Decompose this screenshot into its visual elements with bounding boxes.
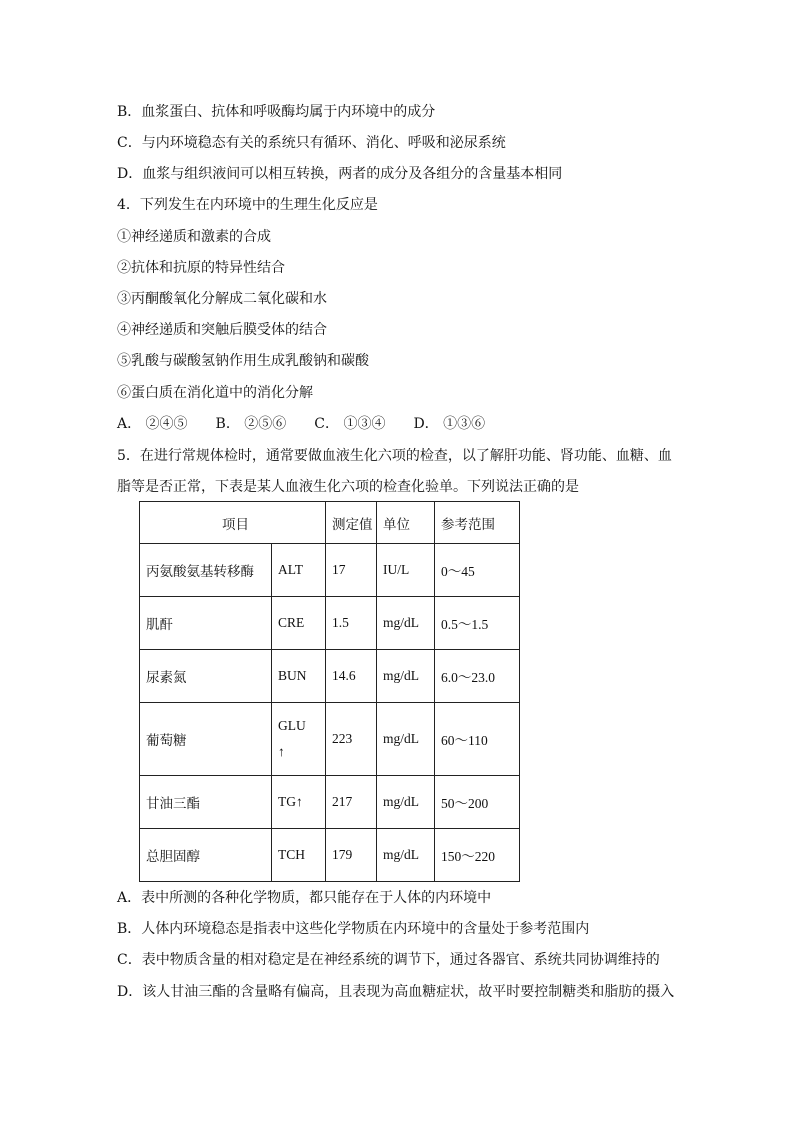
q4-item-3: ③丙酮酸氧化分解成二氧化碳和水 <box>117 291 327 307</box>
row-unit: mg/dL <box>377 776 435 829</box>
q5-option-d: D．该人甘油三酯的含量略有偏高，且表现为高血糖症状，故平时要控制糖类和脂肪的摄入 <box>117 984 675 1000</box>
q5-stem-line1: 5．在进行常规体检时，通常要做血液生化六项的检查，以了解肝功能、肾功能、血糖、血 <box>117 448 672 464</box>
q4-stem: 4．下列发生在内环境中的生理生化反应是 <box>117 197 378 213</box>
row-value: 14.6 <box>326 650 377 703</box>
row-code-line1: GLU <box>278 718 306 733</box>
row-value: 1.5 <box>326 597 377 650</box>
row-name: 总胆固醇 <box>140 829 272 882</box>
row-code-arrow: ↑ <box>278 744 285 759</box>
lab-results-table <box>139 501 520 882</box>
row-range: 150～220 <box>435 829 520 882</box>
table-row <box>140 650 520 703</box>
table-row <box>140 597 520 650</box>
q4-item-4: ④神经递质和突触后膜受体的结合 <box>117 322 327 338</box>
row-value: 217 <box>326 776 377 829</box>
q5-option-b: B．人体内环境稳态是指表中这些化学物质在内环境中的含量处于参考范围内 <box>117 921 590 937</box>
table-row <box>140 829 520 882</box>
row-name: 甘油三酯 <box>140 776 272 829</box>
row-range: 0～45 <box>435 544 520 597</box>
q5-stem-line2: 脂等是否正常，下表是某人血液生化六项的检查化验单。下列说法正确的是 <box>117 479 579 495</box>
header-unit: 单位 <box>377 502 435 544</box>
row-name: 尿素氮 <box>140 650 272 703</box>
q4-item-5: ⑤乳酸与碳酸氢钠作用生成乳酸钠和碳酸 <box>117 353 369 369</box>
row-range: 50～200 <box>435 776 520 829</box>
q4-item-2: ②抗体和抗原的特异性结合 <box>117 260 285 276</box>
q5-option-a: A．表中所测的各种化学物质，都只能存在于人体的内环境中 <box>117 890 492 906</box>
table-row <box>140 703 520 776</box>
row-code: CRE <box>272 597 326 650</box>
row-code: BUN <box>272 650 326 703</box>
row-range: 6.0～23.0 <box>435 650 520 703</box>
row-name: 葡萄糖 <box>140 703 272 776</box>
row-unit: mg/dL <box>377 829 435 882</box>
row-code: ALT <box>272 544 326 597</box>
row-unit: mg/dL <box>377 650 435 703</box>
header-range: 参考范围 <box>435 502 520 544</box>
row-code <box>272 703 326 776</box>
q5-option-c: C．表中物质含量的相对稳定是在神经系统的调节下，通过各器官、系统共同协调维持的 <box>117 952 660 968</box>
q4-item-1: ①神经递质和激素的合成 <box>117 229 271 245</box>
row-unit: mg/dL <box>377 703 435 776</box>
header-item: 项目 <box>140 502 326 544</box>
row-code: TCH <box>272 829 326 882</box>
row-unit: IU/L <box>377 544 435 597</box>
q3-option-b: B．血浆蛋白、抗体和呼吸酶均属于内环境中的成分 <box>117 104 436 120</box>
table-row <box>140 544 520 597</box>
row-code: TG↑ <box>272 776 326 829</box>
table-row <box>140 776 520 829</box>
row-range: 60～110 <box>435 703 520 776</box>
q4-item-6: ⑥蛋白质在消化道中的消化分解 <box>117 385 313 401</box>
row-name: 肌酐 <box>140 597 272 650</box>
row-value: 223 <box>326 703 377 776</box>
row-value: 17 <box>326 544 377 597</box>
row-unit: mg/dL <box>377 597 435 650</box>
row-name: 丙氨酸氨基转移酶 <box>140 544 272 597</box>
q3-option-c: C．与内环境稳态有关的系统只有循环、消化、呼吸和泌尿系统 <box>117 135 506 151</box>
q4-options: A． ②④⑤ B． ②⑤⑥ C． ①③④ D． ①③⑥ <box>117 416 486 432</box>
row-range: 0.5～1.5 <box>435 597 520 650</box>
table-header-row <box>140 502 520 544</box>
q3-option-d: D．血浆与组织液间可以相互转换，两者的成分及各组分的含量基本相同 <box>117 166 563 182</box>
row-value: 179 <box>326 829 377 882</box>
header-value: 测定值 <box>326 502 377 544</box>
